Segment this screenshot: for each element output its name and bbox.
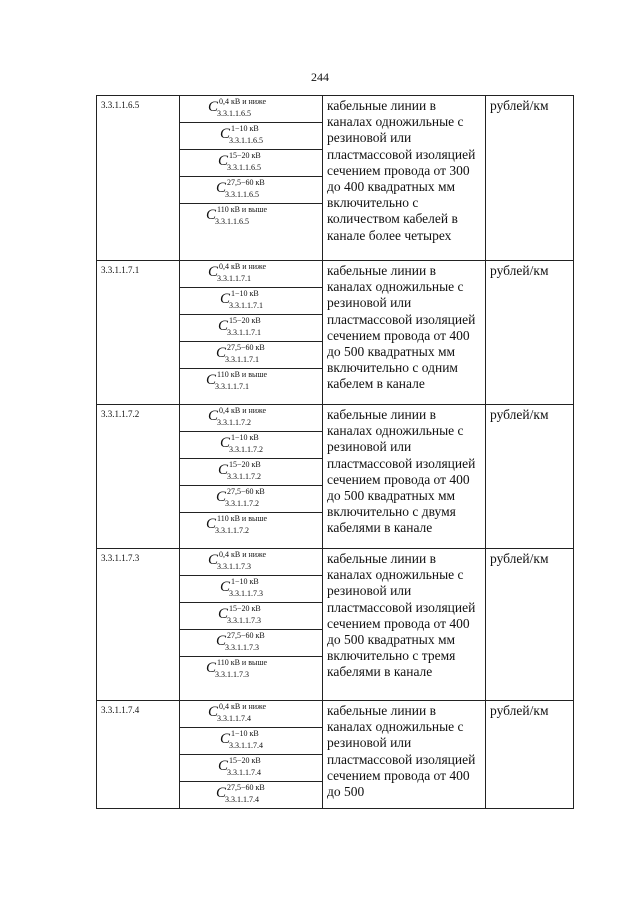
rate-index: 3.3.1.1.6.5 [229,136,263,145]
rate-formula [180,288,322,315]
rate-symbol: C [208,264,219,280]
rate-symbol: C [208,408,219,424]
voltage-class: 27,5−60 кВ [227,487,265,496]
rate-index: 3.3.1.1.6.5 [227,163,261,172]
rate-formula [180,486,322,513]
rate-formula [180,513,322,539]
rate-index: 3.3.1.1.7.4 [229,741,263,750]
rate-index: 3.3.1.1.7.3 [229,589,263,598]
unit-of-measure: рублей/км [486,261,574,405]
item-code: 3.3.1.1.7.3 [97,549,180,701]
rate-symbol: C [206,372,217,388]
unit-of-measure: рублей/км [486,701,574,809]
rate-symbol: C [220,435,231,451]
item-description: кабельные линии в каналах одножильные с резиновой или пластмассовой изоляцией сечением провода от 300 до 400 квадратных мм включительно с количеством кабелей в канале более четырех [323,96,486,261]
rate-formula [180,603,322,630]
unit-of-measure: рублей/км [486,549,574,701]
item-description: кабельные линии в каналах одножильные с резиновой или пластмассовой изоляцией сечением провода от 400 до 500 квадратных мм включительно с тремя кабелями в канале [323,549,486,701]
table-row [97,96,574,261]
voltage-class: 15−20 кВ [229,151,261,160]
rate-formula [180,342,322,369]
rate-cell-group [180,405,323,549]
rate-index: 3.3.1.1.7.1 [225,355,259,364]
rate-symbol: C [216,180,227,196]
rate-formula [180,701,322,728]
rate-cell-group [180,96,323,261]
table-row [97,405,574,549]
item-code: 3.3.1.1.7.4 [97,701,180,809]
voltage-class: 1−10 кВ [231,124,259,133]
rate-symbol: C [218,318,229,334]
rate-cell-group [180,701,323,809]
unit-of-measure: рублей/км [486,96,574,261]
voltage-class: 110 кВ и выше [217,205,268,214]
rate-index: 3.3.1.1.7.1 [227,328,261,337]
rate-index: 3.3.1.1.6.5 [215,217,249,226]
rate-symbol: C [206,660,217,676]
rate-cell-group [180,549,323,701]
voltage-class: 1−10 кВ [231,289,259,298]
rate-formula [180,576,322,603]
rate-symbol: C [216,345,227,361]
rate-formula [180,150,322,177]
rate-index: 3.3.1.1.7.3 [225,643,259,652]
rate-index: 3.3.1.1.7.2 [225,499,259,508]
rate-cell-group [180,261,323,405]
voltage-class: 0,4 кВ и ниже [219,97,267,106]
rate-formula [180,459,322,486]
voltage-class: 0,4 кВ и ниже [219,262,267,271]
voltage-class: 15−20 кВ [229,460,261,469]
voltage-class: 15−20 кВ [229,316,261,325]
rate-formula [180,755,322,782]
rate-formula [180,728,322,755]
rate-formula [180,630,322,657]
rate-formula [180,549,322,576]
rate-symbol: C [220,731,231,747]
tariff-table [96,95,574,809]
rate-index: 3.3.1.1.7.1 [215,382,249,391]
rate-index: 3.3.1.1.7.2 [229,445,263,454]
voltage-class: 0,4 кВ и ниже [219,406,267,415]
table-row [97,701,574,809]
rate-formula [180,782,322,808]
rate-symbol: C [220,291,231,307]
rate-symbol: C [216,633,227,649]
voltage-class: 1−10 кВ [231,577,259,586]
item-description: кабельные линии в каналах одножильные с резиновой или пластмассовой изоляцией сечением провода от 400 до 500 квадратных мм включительно с одним кабелем в канале [323,261,486,405]
rate-formula [180,315,322,342]
rate-symbol: C [206,207,217,223]
rate-index: 3.3.1.1.6.5 [225,190,259,199]
rate-index: 3.3.1.1.7.2 [227,472,261,481]
rate-formula [180,261,322,288]
rate-formula [180,123,322,150]
voltage-class: 27,5−60 кВ [227,178,265,187]
rate-symbol: C [208,704,219,720]
item-code: 3.3.1.1.7.1 [97,261,180,405]
rate-symbol: C [220,579,231,595]
rate-index: 3.3.1.1.7.3 [215,670,249,679]
item-description: кабельные линии в каналах одножильные с резиновой или пластмассовой изоляцией сечением провода от 400 до 500 квадратных мм включительно с двумя кабелями в канале [323,405,486,549]
rate-index: 3.3.1.1.7.4 [227,768,261,777]
table-row [97,549,574,701]
voltage-class: 110 кВ и выше [217,370,268,379]
rate-symbol: C [218,758,229,774]
rate-index: 3.3.1.1.7.2 [215,526,249,535]
rate-formula [180,177,322,204]
unit-of-measure: рублей/км [486,405,574,549]
rate-index: 3.3.1.1.7.1 [229,301,263,310]
rate-index: 3.3.1.1.7.4 [217,714,251,723]
voltage-class: 110 кВ и выше [217,514,268,523]
voltage-class: 110 кВ и выше [217,658,268,667]
rate-formula [180,657,322,683]
rate-index: 3.3.1.1.6.5 [217,109,251,118]
rate-formula [180,432,322,459]
rate-index: 3.3.1.1.7.4 [225,795,259,804]
voltage-class: 0,4 кВ и ниже [219,702,267,711]
rate-symbol: C [208,99,219,115]
item-code: 3.3.1.1.7.2 [97,405,180,549]
voltage-class: 15−20 кВ [229,604,261,613]
voltage-class: 27,5−60 кВ [227,783,265,792]
rate-formula [180,96,322,123]
voltage-class: 27,5−60 кВ [227,631,265,640]
voltage-class: 1−10 кВ [231,433,259,442]
page-number: 244 [311,70,329,84]
voltage-class: 27,5−60 кВ [227,343,265,352]
rate-symbol: C [208,552,219,568]
rate-index: 3.3.1.1.7.3 [217,562,251,571]
rate-formula [180,204,322,230]
rate-formula [180,405,322,432]
rate-index: 3.3.1.1.7.1 [217,274,251,283]
rate-symbol: C [220,126,231,142]
rate-index: 3.3.1.1.7.2 [217,418,251,427]
voltage-class: 1−10 кВ [231,729,259,738]
table-row [97,261,574,405]
voltage-class: 0,4 кВ и ниже [219,550,267,559]
item-code: 3.3.1.1.6.5 [97,96,180,261]
rate-formula [180,369,322,395]
rate-symbol: C [206,516,217,532]
rate-symbol: C [218,462,229,478]
rate-symbol: C [216,785,227,801]
rate-symbol: C [216,489,227,505]
item-description: кабельные линии в каналах одножильные с резиновой или пластмассовой изоляцией сечением провода от 400 до 500 [323,701,486,809]
rate-symbol: C [218,153,229,169]
rate-index: 3.3.1.1.7.3 [227,616,261,625]
voltage-class: 15−20 кВ [229,756,261,765]
rate-symbol: C [218,606,229,622]
